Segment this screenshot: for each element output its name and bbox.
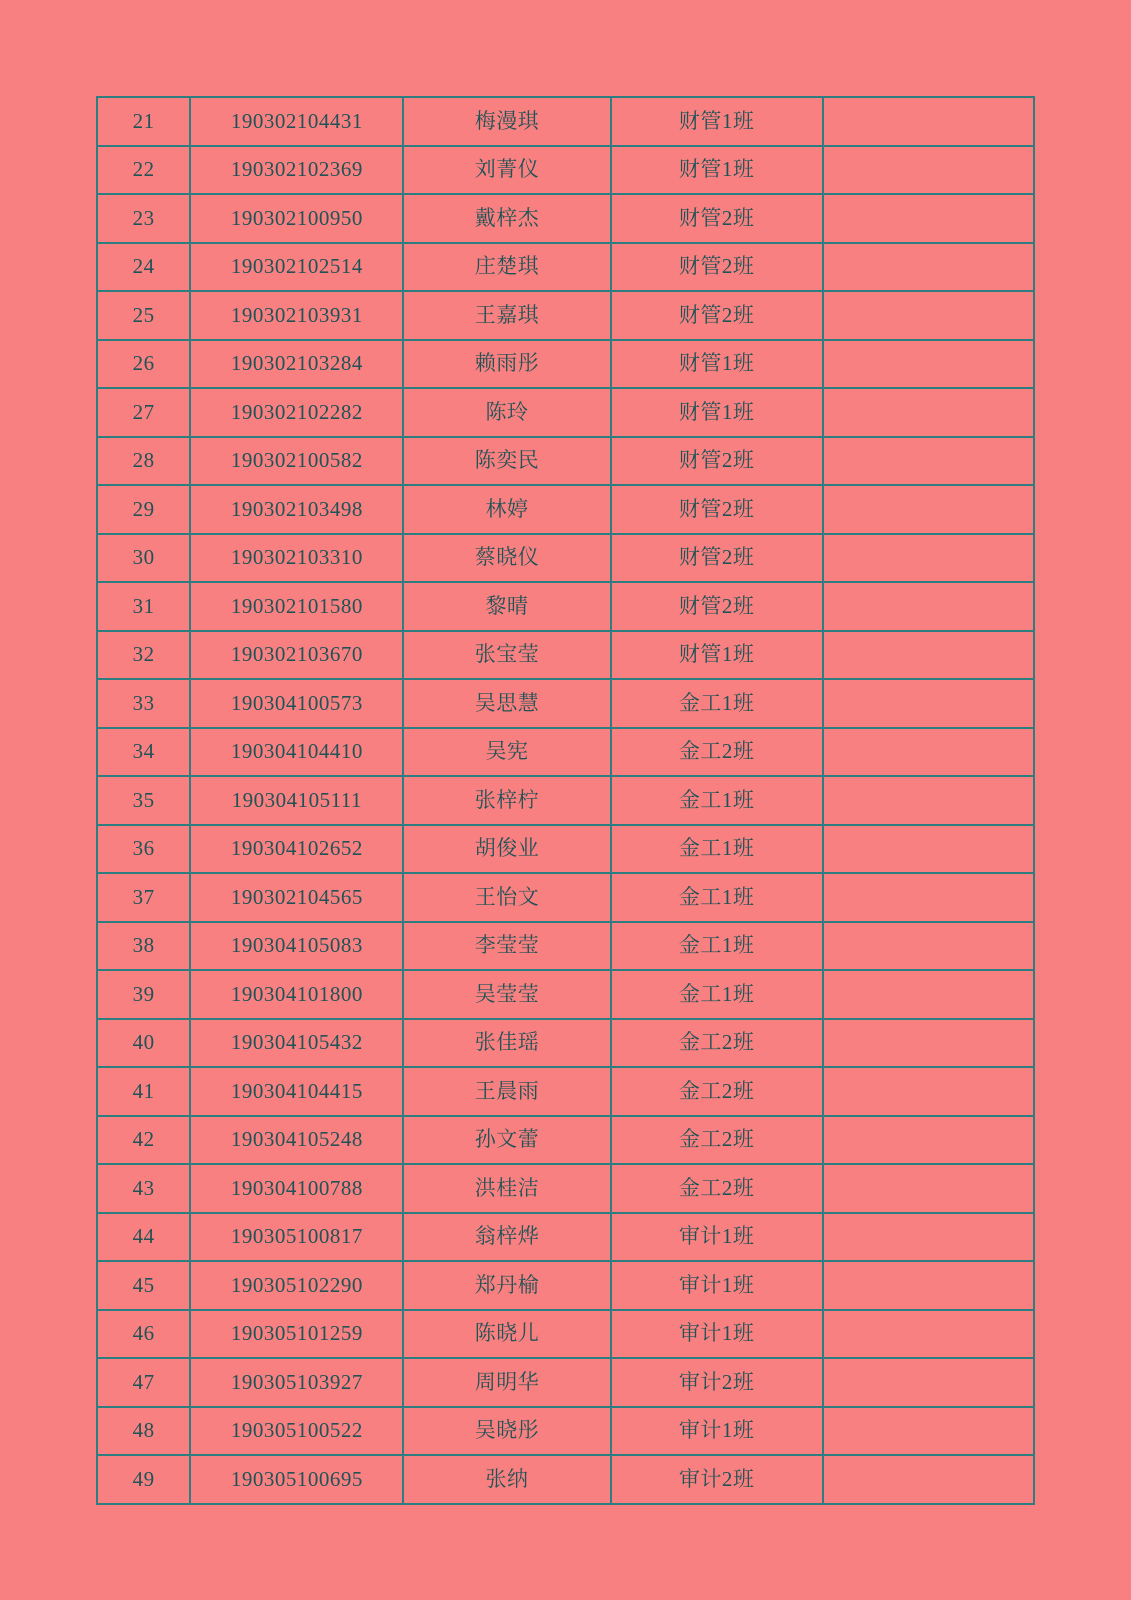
cell-student-name: 张纳 <box>403 1455 610 1504</box>
cell-class: 审计1班 <box>611 1407 823 1456</box>
cell-class: 财管1班 <box>611 631 823 680</box>
cell-student-name: 蔡晓仪 <box>403 534 610 583</box>
cell-student-name: 洪桂洁 <box>403 1164 610 1213</box>
cell-class: 审计1班 <box>611 1310 823 1359</box>
cell-student-id: 190302103310 <box>190 534 403 583</box>
cell-note <box>823 534 1034 583</box>
cell-class: 金工1班 <box>611 922 823 971</box>
cell-student-id: 190304104415 <box>190 1067 403 1116</box>
cell-note <box>823 679 1034 728</box>
cell-class: 审计2班 <box>611 1455 823 1504</box>
cell-index: 44 <box>97 1213 190 1262</box>
cell-student-id: 190304100788 <box>190 1164 403 1213</box>
cell-note <box>823 437 1034 486</box>
table-row <box>97 1358 1034 1407</box>
cell-index: 33 <box>97 679 190 728</box>
table-row <box>97 1261 1034 1310</box>
cell-student-name: 张宝莹 <box>403 631 610 680</box>
cell-note <box>823 873 1034 922</box>
table-row <box>97 1067 1034 1116</box>
cell-student-name: 吴晓彤 <box>403 1407 610 1456</box>
cell-class: 金工1班 <box>611 776 823 825</box>
table-row <box>97 340 1034 389</box>
cell-note <box>823 582 1034 631</box>
cell-index: 35 <box>97 776 190 825</box>
cell-student-name: 王怡文 <box>403 873 610 922</box>
cell-student-name: 庄楚琪 <box>403 243 610 292</box>
cell-student-id: 190304101800 <box>190 970 403 1019</box>
table-row <box>97 1310 1034 1359</box>
cell-class: 财管1班 <box>611 97 823 146</box>
cell-index: 26 <box>97 340 190 389</box>
cell-student-id: 190302102369 <box>190 146 403 195</box>
cell-class: 财管2班 <box>611 243 823 292</box>
cell-class: 金工1班 <box>611 970 823 1019</box>
cell-note <box>823 340 1034 389</box>
cell-student-name: 李莹莹 <box>403 922 610 971</box>
cell-student-id: 190302100582 <box>190 437 403 486</box>
table-row <box>97 631 1034 680</box>
cell-student-id: 190302103670 <box>190 631 403 680</box>
table-row <box>97 534 1034 583</box>
cell-student-id: 190302102514 <box>190 243 403 292</box>
cell-index: 45 <box>97 1261 190 1310</box>
cell-student-id: 190304105111 <box>190 776 403 825</box>
cell-student-id: 190302104431 <box>190 97 403 146</box>
cell-note <box>823 776 1034 825</box>
cell-class: 财管1班 <box>611 340 823 389</box>
cell-class: 财管2班 <box>611 437 823 486</box>
table-row <box>97 873 1034 922</box>
cell-index: 38 <box>97 922 190 971</box>
cell-index: 36 <box>97 825 190 874</box>
cell-class: 金工1班 <box>611 679 823 728</box>
cell-index: 22 <box>97 146 190 195</box>
student-roster-table <box>96 96 1035 1505</box>
cell-note <box>823 825 1034 874</box>
cell-student-id: 190305100695 <box>190 1455 403 1504</box>
table-row <box>97 1116 1034 1165</box>
cell-note <box>823 1067 1034 1116</box>
cell-class: 金工2班 <box>611 1019 823 1068</box>
cell-student-id: 190304102652 <box>190 825 403 874</box>
cell-student-name: 吴思慧 <box>403 679 610 728</box>
cell-note <box>823 1455 1034 1504</box>
cell-note <box>823 1213 1034 1262</box>
cell-index: 24 <box>97 243 190 292</box>
table-row <box>97 291 1034 340</box>
cell-note <box>823 1310 1034 1359</box>
table-row <box>97 825 1034 874</box>
cell-student-name: 胡俊业 <box>403 825 610 874</box>
cell-class: 财管2班 <box>611 485 823 534</box>
cell-class: 财管2班 <box>611 534 823 583</box>
cell-index: 41 <box>97 1067 190 1116</box>
cell-note <box>823 97 1034 146</box>
cell-index: 32 <box>97 631 190 680</box>
cell-index: 40 <box>97 1019 190 1068</box>
cell-student-name: 张佳瑶 <box>403 1019 610 1068</box>
table-row <box>97 1407 1034 1456</box>
cell-student-id: 190302102282 <box>190 388 403 437</box>
cell-student-id: 190304100573 <box>190 679 403 728</box>
cell-student-id: 190302101580 <box>190 582 403 631</box>
cell-note <box>823 970 1034 1019</box>
cell-student-name: 周明华 <box>403 1358 610 1407</box>
table-row <box>97 1213 1034 1262</box>
roster-body <box>97 97 1034 1504</box>
cell-index: 31 <box>97 582 190 631</box>
cell-student-id: 190305100522 <box>190 1407 403 1456</box>
table-row <box>97 1455 1034 1504</box>
cell-note <box>823 243 1034 292</box>
cell-student-id: 190302103931 <box>190 291 403 340</box>
cell-class: 财管1班 <box>611 388 823 437</box>
cell-student-id: 190305102290 <box>190 1261 403 1310</box>
cell-index: 46 <box>97 1310 190 1359</box>
cell-student-name: 郑丹榆 <box>403 1261 610 1310</box>
cell-note <box>823 728 1034 777</box>
cell-class: 财管1班 <box>611 146 823 195</box>
table-row <box>97 728 1034 777</box>
cell-class: 审计1班 <box>611 1213 823 1262</box>
cell-class: 金工2班 <box>611 728 823 777</box>
cell-index: 42 <box>97 1116 190 1165</box>
cell-class: 金工1班 <box>611 873 823 922</box>
cell-index: 29 <box>97 485 190 534</box>
table-row <box>97 582 1034 631</box>
cell-index: 25 <box>97 291 190 340</box>
cell-note <box>823 1358 1034 1407</box>
cell-index: 37 <box>97 873 190 922</box>
cell-class: 财管2班 <box>611 582 823 631</box>
cell-note <box>823 1261 1034 1310</box>
cell-note <box>823 1019 1034 1068</box>
table-row <box>97 146 1034 195</box>
cell-student-name: 翁梓烨 <box>403 1213 610 1262</box>
cell-student-name: 陈晓儿 <box>403 1310 610 1359</box>
cell-class: 审计1班 <box>611 1261 823 1310</box>
cell-class: 金工2班 <box>611 1164 823 1213</box>
cell-class: 审计2班 <box>611 1358 823 1407</box>
cell-student-id: 190304105432 <box>190 1019 403 1068</box>
cell-index: 34 <box>97 728 190 777</box>
cell-index: 23 <box>97 194 190 243</box>
cell-note <box>823 1116 1034 1165</box>
cell-index: 49 <box>97 1455 190 1504</box>
cell-student-name: 梅漫琪 <box>403 97 610 146</box>
cell-student-name: 孙文蕾 <box>403 1116 610 1165</box>
cell-index: 43 <box>97 1164 190 1213</box>
cell-note <box>823 291 1034 340</box>
table-row <box>97 1019 1034 1068</box>
cell-student-id: 190302100950 <box>190 194 403 243</box>
table-row <box>97 1164 1034 1213</box>
cell-student-name: 戴梓杰 <box>403 194 610 243</box>
cell-note <box>823 1164 1034 1213</box>
cell-note <box>823 1407 1034 1456</box>
cell-class: 财管2班 <box>611 291 823 340</box>
cell-student-id: 190304105248 <box>190 1116 403 1165</box>
cell-note <box>823 146 1034 195</box>
cell-student-id: 190305103927 <box>190 1358 403 1407</box>
cell-student-name: 赖雨彤 <box>403 340 610 389</box>
cell-student-name: 吴宪 <box>403 728 610 777</box>
cell-class: 财管2班 <box>611 194 823 243</box>
table-row <box>97 776 1034 825</box>
cell-student-id: 190302103498 <box>190 485 403 534</box>
cell-index: 28 <box>97 437 190 486</box>
cell-student-name: 王嘉琪 <box>403 291 610 340</box>
cell-index: 48 <box>97 1407 190 1456</box>
cell-student-id: 190304105083 <box>190 922 403 971</box>
cell-student-name: 黎晴 <box>403 582 610 631</box>
table-row <box>97 388 1034 437</box>
table-row <box>97 970 1034 1019</box>
cell-class: 金工1班 <box>611 825 823 874</box>
table-row <box>97 922 1034 971</box>
cell-student-name: 张梓柠 <box>403 776 610 825</box>
table-row <box>97 437 1034 486</box>
cell-note <box>823 485 1034 534</box>
cell-index: 47 <box>97 1358 190 1407</box>
cell-student-id: 190305100817 <box>190 1213 403 1262</box>
cell-note <box>823 631 1034 680</box>
table-row <box>97 97 1034 146</box>
cell-student-id: 190302104565 <box>190 873 403 922</box>
cell-index: 21 <box>97 97 190 146</box>
table-row <box>97 679 1034 728</box>
cell-note <box>823 388 1034 437</box>
cell-student-name: 陈奕民 <box>403 437 610 486</box>
cell-note <box>823 922 1034 971</box>
cell-student-name: 林婷 <box>403 485 610 534</box>
cell-index: 30 <box>97 534 190 583</box>
cell-index: 39 <box>97 970 190 1019</box>
cell-class: 金工2班 <box>611 1116 823 1165</box>
cell-class: 金工2班 <box>611 1067 823 1116</box>
table-row <box>97 194 1034 243</box>
cell-student-name: 刘菁仪 <box>403 146 610 195</box>
cell-student-id: 190302103284 <box>190 340 403 389</box>
cell-student-id: 190305101259 <box>190 1310 403 1359</box>
cell-student-id: 190304104410 <box>190 728 403 777</box>
cell-student-name: 王晨雨 <box>403 1067 610 1116</box>
cell-note <box>823 194 1034 243</box>
cell-student-name: 陈玲 <box>403 388 610 437</box>
table-row <box>97 243 1034 292</box>
cell-index: 27 <box>97 388 190 437</box>
table-row <box>97 485 1034 534</box>
cell-student-name: 吴莹莹 <box>403 970 610 1019</box>
